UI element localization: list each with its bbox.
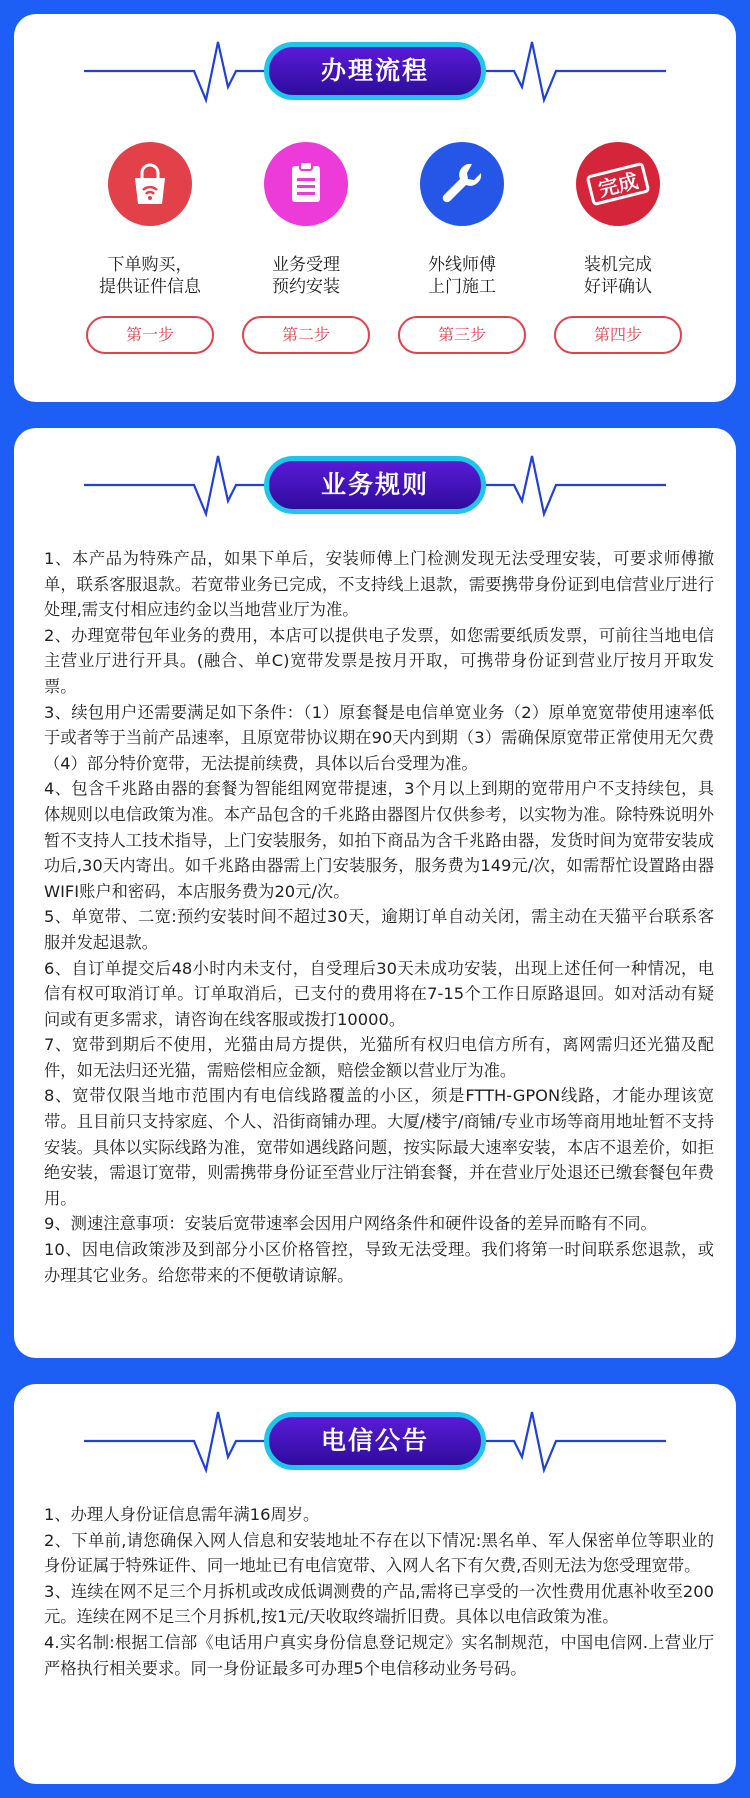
rules-paragraph: 6、自订单提交后48小时内未支付，自受理后30天未成功安装，出现上述任何一种情况，电信有权可取消订单。订单取消后，已支付的费用将在7-15个工作日原路退回。如对活动有疑问或有更多需求，请咨询在线客服或拨打10000。 <box>44 958 714 1029</box>
step-4-button[interactable]: 第四步 <box>554 316 682 354</box>
notice-card <box>14 1384 736 1784</box>
rules-paragraph: 1、本产品为特殊产品，如果下单后，安装师傅上门检测发现无法受理安装，可要求师傅撤单，联系客服退款。若宽带业务已完成，不支持线上退款，需要携带身份证到电信营业厅进行处理,需支付相应违约金以当地营业厅为准。 <box>44 549 714 620</box>
wrench-icon <box>420 142 504 226</box>
rules-paragraph: 3、续包用户还需要满足如下条件：（1）原套餐是电信单宽业务（2）原单宽宽带使用速率低于或者等于当前产品速率，且原宽带协议期在90天内到期（3）需确保原宽带正常使用无欠费（4）部分特价宽带，无法提前续费，具体以后台受理为准。 <box>44 702 714 773</box>
notice-paragraph: 3、连续在网不足三个月拆机或改成低调测费的产品,需将已享受的一次性费用优惠补收至200元。连续在网不足三个月拆机,按1元/天收取终端折旧费。具体以电信政策为准。 <box>44 1581 714 1627</box>
process-card <box>14 14 736 402</box>
process-step-1 <box>60 142 240 392</box>
process-step-4 <box>528 142 708 392</box>
rules-title-row <box>14 428 736 538</box>
step-description-line2: 上门施工 <box>428 277 496 297</box>
rules-paragraph: 10、因电信政策涉及到部分小区价格管控，导致无法受理。我们将第一时间联系您退款，或办理其它业务。给您带来的不便敬请谅解。 <box>44 1240 714 1285</box>
process-step-2 <box>216 142 396 392</box>
rules-paragraph: 5、单宽带、二宽:预约安装时间不超过30天，逾期订单自动关闭，需主动在天猫平台联系客服并发起退款。 <box>44 907 714 952</box>
step-2-button[interactable]: 第二步 <box>242 316 370 354</box>
step-1-button[interactable]: 第一步 <box>86 316 214 354</box>
notice-title-row <box>14 1384 736 1494</box>
section-title: 电信公告 <box>264 1412 486 1470</box>
section-title: 办理流程 <box>264 42 486 100</box>
step-description-line2: 好评确认 <box>584 277 652 297</box>
clipboard-icon <box>264 142 348 226</box>
step-3-button[interactable]: 第三步 <box>398 316 526 354</box>
section-title: 业务规则 <box>264 456 486 514</box>
rules-paragraph: 4、包含千兆路由器的套餐为智能组网宽带提速，3个月以上到期的宽带用户不支持续包，具体规则以电信政策为准。本产品包含的千兆路由器图片仅供参考，以实物为准。除特殊说明外暂不支持人工技术指导，上门安装服务，如拍下商品为含千兆路由器，发货时间为宽带安装成功后,30天内寄出。如千兆路由器需上门安装服务，服务费为149元/次，如需帮忙设置路由器WIFI账户和密码，本店服务费为20元/次。 <box>44 779 714 901</box>
notice-paragraph: 1、办理人身份证信息需年满16周岁。 <box>44 1505 320 1524</box>
step-description-line2: 预约安装 <box>272 277 340 297</box>
rules-paragraph: 7、宽带到期后不使用，光猫由局方提供，光猫所有权归电信方所有，离网需归还光猫及配件，如无法归还光猫，需赔偿相应金额，赔偿金额以营业厅为准。 <box>44 1035 714 1080</box>
shopping-bag-wifi-icon <box>108 142 192 226</box>
step-description-line1: 业务受理 <box>272 255 340 275</box>
notice-text <box>44 1502 714 1681</box>
rules-paragraph: 2、办理宽带包年业务的费用，本店可以提供电子发票，如您需要纸质发票，可前往当地电信主营业厅进行开具。(融合、单C)宽带发票是按月开取，可携带身份证到营业厅按月开取发票。 <box>44 625 714 696</box>
notice-paragraph: 2、下单前,请您确保入网人信息和安装地址不存在以下情况:黑名单、军人保密单位等职业的身份证属于特殊证件、同一地址已有电信宽带、入网人名下有欠费,否则无法为您受理宽带。 <box>44 1530 714 1576</box>
rules-paragraph: 9、测速注意事项：安装后宽带速率会因用户网络条件和硬件设备的差异而略有不同。 <box>44 1214 657 1234</box>
rules-paragraph: 8、宽带仅限当地市范围内有电信线路覆盖的小区，须是FTTH-GPON线路，才能办理该宽带。且目前只支持家庭、个人、沿街商铺办理。大厦/楼宇/商铺/专业市场等商用地址暂不支持安装。具体以实际线路为准，宽带如遇线路问题，按实际最大速率安装，本店不退差价，如拒绝安装，需退订宽带，则需携带身份证至营业厅注销套餐，并在营业厅处退还已缴套餐包年费用。 <box>44 1086 714 1208</box>
rules-text <box>44 546 714 1288</box>
process-step-3 <box>372 142 552 392</box>
process-steps <box>14 142 736 392</box>
svg-text:完成: 完成 <box>595 168 641 202</box>
notice-paragraph: 4.实名制:根据工信部《电话用户真实身份信息登记规定》实名制规范，中国电信网.上营业厅严格执行相关要求。同一身份证最多可办理5个电信移动业务号码。 <box>44 1632 714 1678</box>
step-description-line1: 下单购买， <box>107 255 193 275</box>
process-title-row <box>14 14 736 124</box>
step-description-line1: 装机完成 <box>584 255 652 275</box>
step-description-line2: 提供证件信息 <box>99 277 201 297</box>
completed-stamp-icon <box>576 142 660 226</box>
step-description-line1: 外线师傅 <box>428 255 496 275</box>
rules-card <box>14 428 736 1358</box>
